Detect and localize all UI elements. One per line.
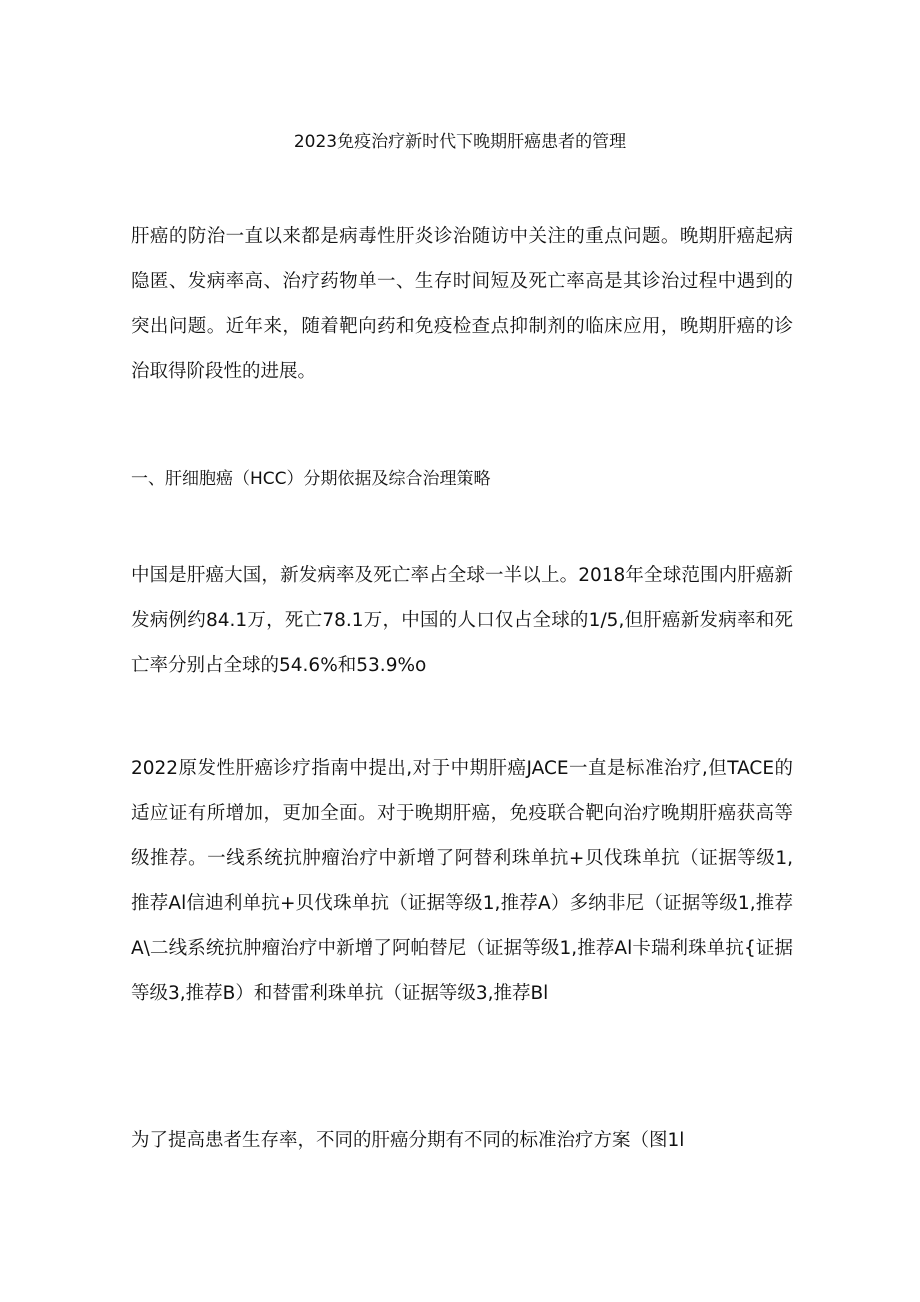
- section-heading-hcc-staging: 一、肝细胞癌（HCC）分期依据及综合治理策略: [131, 469, 491, 489]
- paragraph-treatment-by-stage: 为了提高患者生存率，不同的肝癌分期有不同的标准治疗方案（图1l: [131, 1130, 685, 1151]
- document-title: 2023免疫治疗新时代下晚期肝癌患者的管理: [293, 132, 627, 152]
- paragraph-guideline-2022: 2022原发性肝癌诊疗指南中提出,对于中期肝癌JACE一直是标准治疗,但TACE的适应证有所增加，更加全面。对于晚期肝癌，免疫联合靶向治疗晚期肝癌获高等级推荐。一线系统抗肿瘤治疗中新增了阿替利珠单抗+贝伐珠单抗（证据等级1,推荐Al信迪利单抗+贝伐珠单抗（证据等级1,推荐A）多纳非尼（证据等级1,推荐A\二线系统抗肿瘤治疗中新增了阿帕替尼（证据等级1,推荐Al卡瑞利珠单抗{证据等级3,推荐B）和替雷利珠单抗（证据等级3,推荐Bl: [131, 758, 793, 1004]
- paragraph-epidemiology: 中国是肝癌大国，新发病率及死亡率占全球一半以上。2018年全球范围内肝癌新发病例约84.1万，死亡78.1万，中国的人口仅占全球的1/5,但肝癌新发病率和死亡率分别占全球的54.6%和53.9%o: [131, 565, 793, 676]
- paragraph-intro: 肝癌的防治一直以来都是病毒性肝炎诊治随访中关注的重点问题。晚期肝癌起病隐匿、发病率高、治疗药物单一、生存时间短及死亡率高是其诊治过程中遇到的突出问题。近年来，随着靶向药和免疫检查点抑制剂的临床应用，晚期肝癌的诊治取得阶段性的进展。: [131, 226, 793, 382]
